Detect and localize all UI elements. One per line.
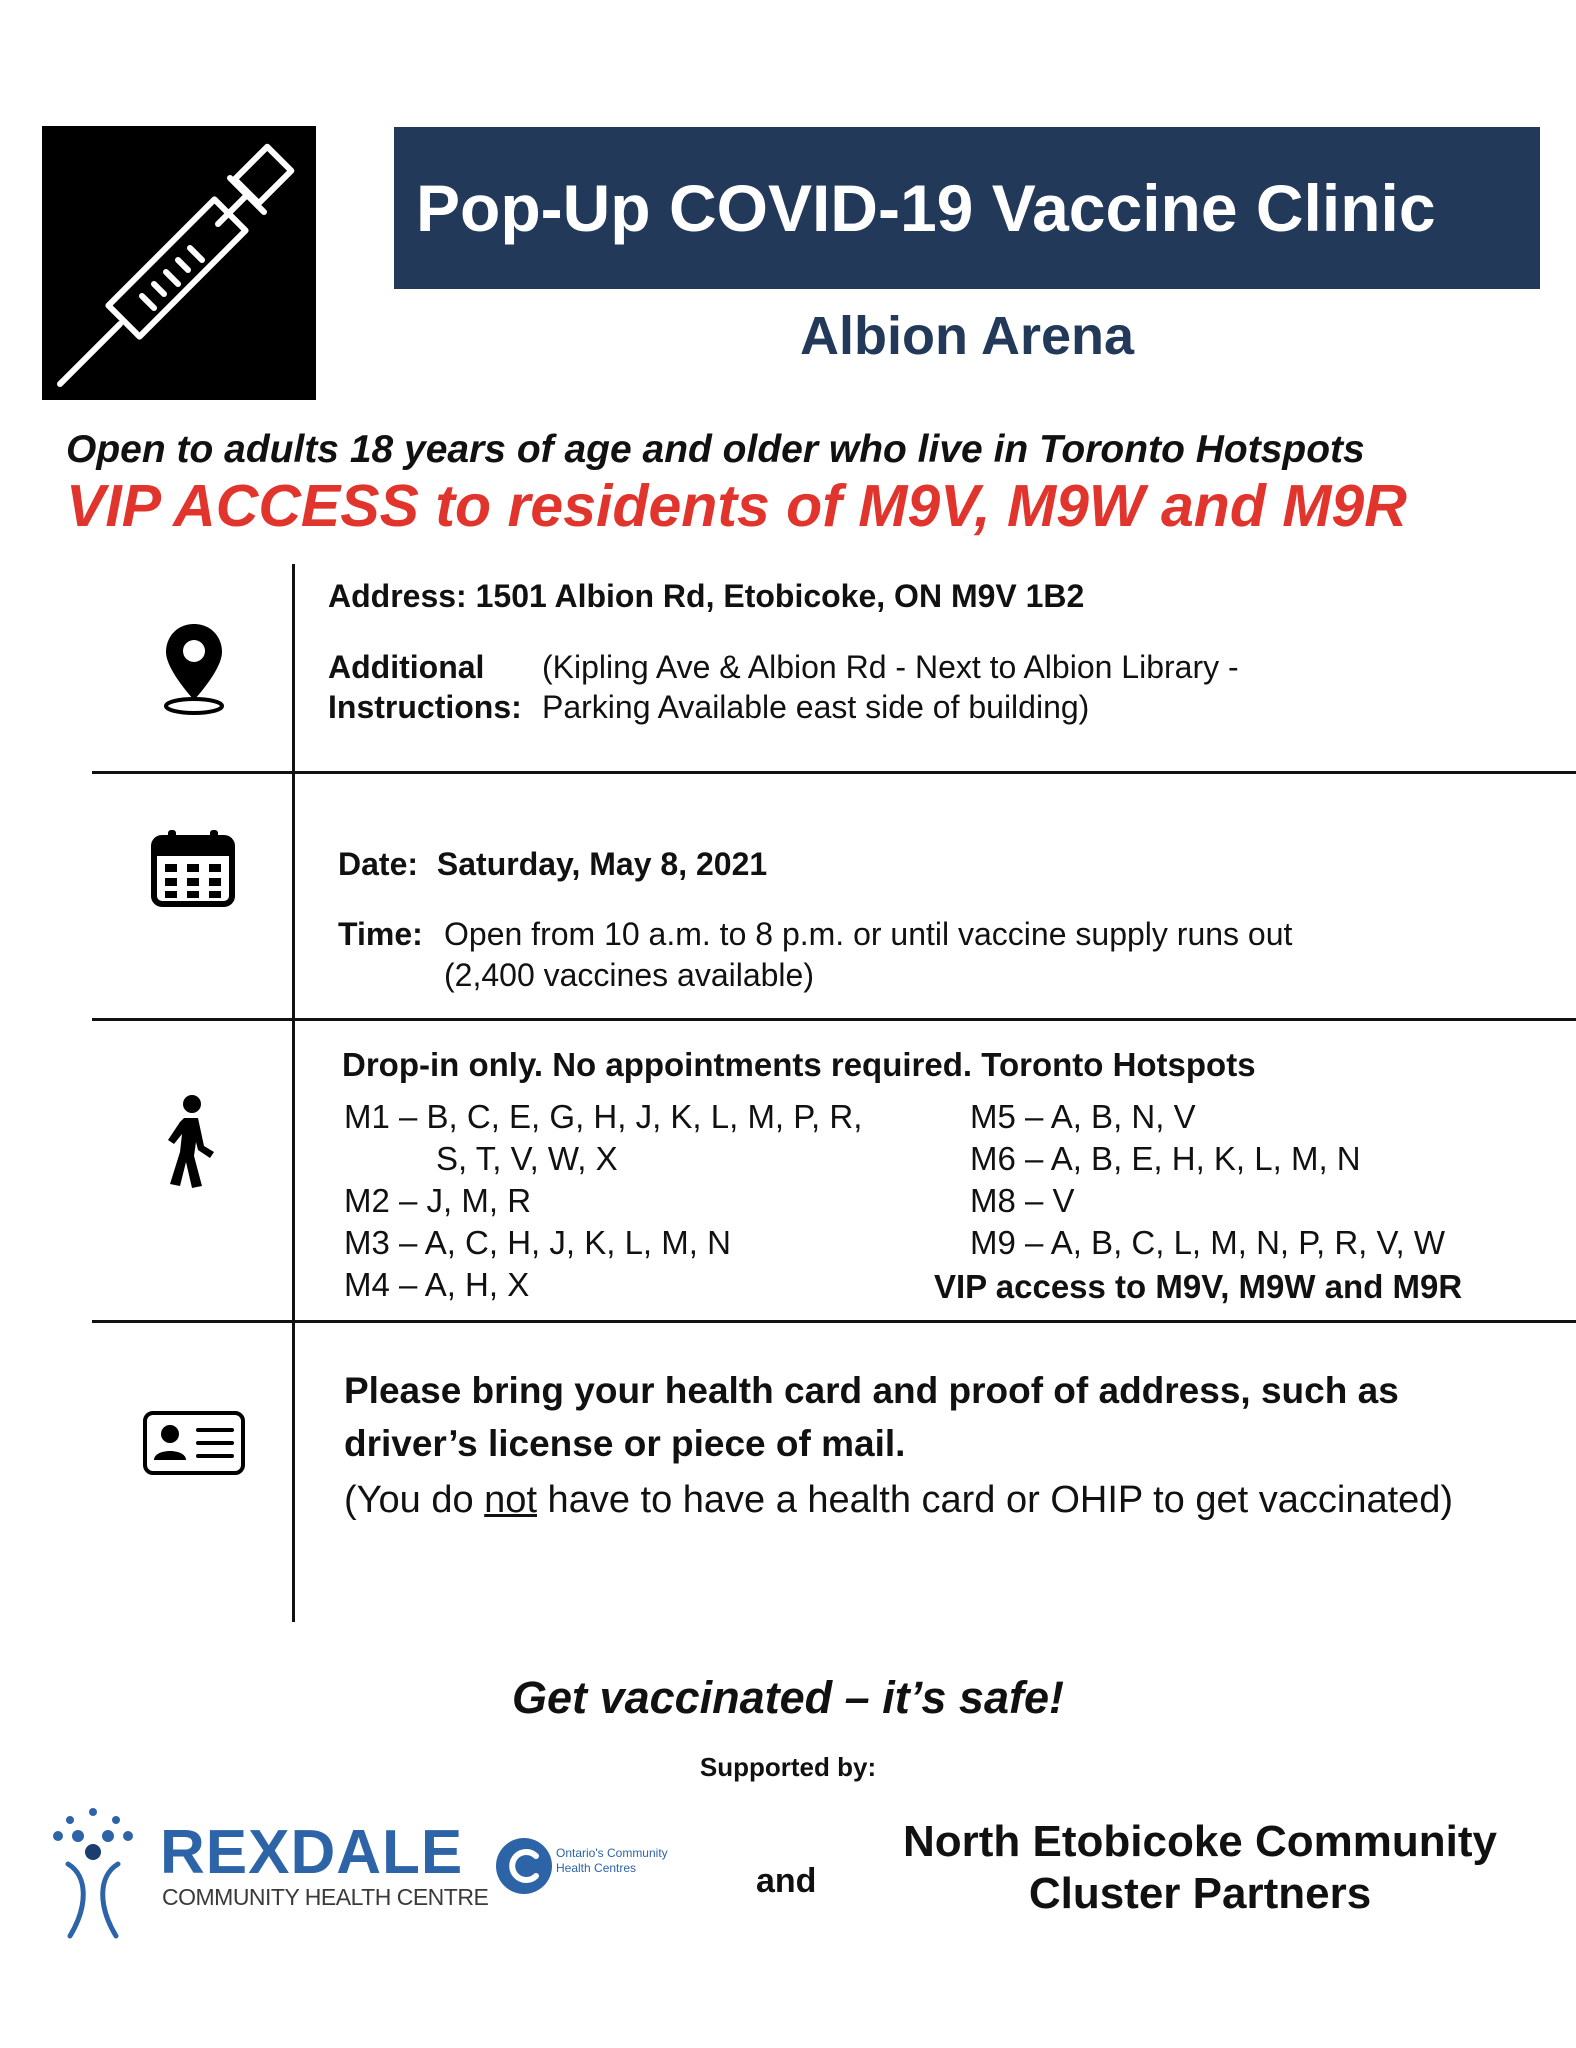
fsa-list-item: M5 – A, B, N, V [970, 1098, 1196, 1135]
documents-note-emphasis: not [484, 1479, 537, 1521]
time-label: Time: [338, 916, 423, 952]
address-label: Address: [328, 578, 467, 614]
date-line [338, 844, 767, 884]
date-value: Saturday, May 8, 2021 [436, 846, 768, 882]
fsa-list-item: M6 – A, B, E, H, K, L, M, N [970, 1140, 1361, 1177]
page-title: Pop-Up COVID-19 Vaccine Clinic [394, 127, 1540, 289]
ochc-label: Ontario's Community Health Centres [556, 1846, 668, 1875]
cluster-partners-name [860, 1816, 1540, 1920]
partners-conjunction: and [756, 1862, 817, 1900]
vip-access-banner: VIP ACCESS to residents of M9V, M9W and M9R [66, 473, 1407, 539]
fsa-list-item: M3 – A, C, H, J, K, L, M, N [344, 1224, 731, 1261]
walking-person-icon [164, 1094, 220, 1195]
table-vertical-divider [292, 564, 295, 1622]
walk-in-heading: Drop-in only. No appointments required. Toronto Hotspots [342, 1046, 1256, 1083]
row-divider [92, 1320, 1576, 1323]
documents-note-part: have to have a health card or OHIP to get vaccinated) [537, 1479, 1454, 1521]
id-card-icon [142, 1410, 246, 1481]
supported-by-label: Supported by: [699, 1752, 877, 1782]
additional-label-1: Additional [328, 649, 485, 685]
fsa-list-item: M4 – A, H, X [344, 1266, 530, 1303]
calendar-icon [150, 828, 236, 913]
fsa-list-item: M9 – A, B, C, L, M, N, P, R, V, W [970, 1224, 1445, 1261]
address-value: 1501 Albion Rd, Etobicoke, ON M9V 1B2 [475, 578, 1085, 614]
fsa-list-item: M8 – V [970, 1182, 1075, 1219]
cluster-partners-line: Cluster Partners [1028, 1869, 1372, 1918]
eligibility-statement: Open to adults 18 years of age and older who live in Toronto Hotspots [66, 428, 1365, 471]
documents-note [344, 1473, 1494, 1527]
documents-note-part: (You do [344, 1479, 485, 1521]
documents-instruction: Please bring your health card and proof of address, such as driver’s license or piece of mail. [344, 1370, 1399, 1464]
time-value-1: Open from 10 a.m. to 8 p.m. or until vaccine supply runs out [444, 916, 1293, 952]
time-value-2: (2,400 vaccines available) [444, 957, 814, 993]
venue-name: Albion Arena [799, 306, 1135, 366]
date-label: Date: [338, 846, 419, 882]
additional-instructions-1: (Kipling Ave & Albion Rd - Next to Albion Library - [542, 649, 1239, 685]
row-divider [92, 771, 1576, 774]
syringe-icon-box [42, 126, 316, 400]
fsa-list-item: M1 – B, C, E, G, H, J, K, L, M, P, R, [344, 1098, 863, 1135]
row-divider [92, 1018, 1576, 1021]
slogan: Get vaccinated – it’s safe! [512, 1672, 1064, 1723]
address-line [328, 576, 1084, 616]
rexdale-logo-icon [48, 1806, 138, 1947]
fsa-list-item: S, T, V, W, X [436, 1140, 618, 1177]
fsa-list-item: M2 – J, M, R [344, 1182, 532, 1219]
additional-instructions-2: Parking Available east side of building) [542, 689, 1090, 725]
rexdale-subtitle: COMMUNITY HEALTH CENTRE [162, 1884, 489, 1910]
map-pin-icon [160, 620, 228, 721]
vip-access-note: VIP access to M9V, M9W and M9R [934, 1268, 1463, 1305]
rexdale-name: REXDALE [160, 1818, 464, 1887]
ochc-logo-icon [494, 1836, 554, 1901]
additional-label-2: Instructions: [328, 689, 522, 725]
syringe-icon [42, 126, 316, 400]
cluster-partners-line: North Etobicoke Community [902, 1817, 1498, 1866]
